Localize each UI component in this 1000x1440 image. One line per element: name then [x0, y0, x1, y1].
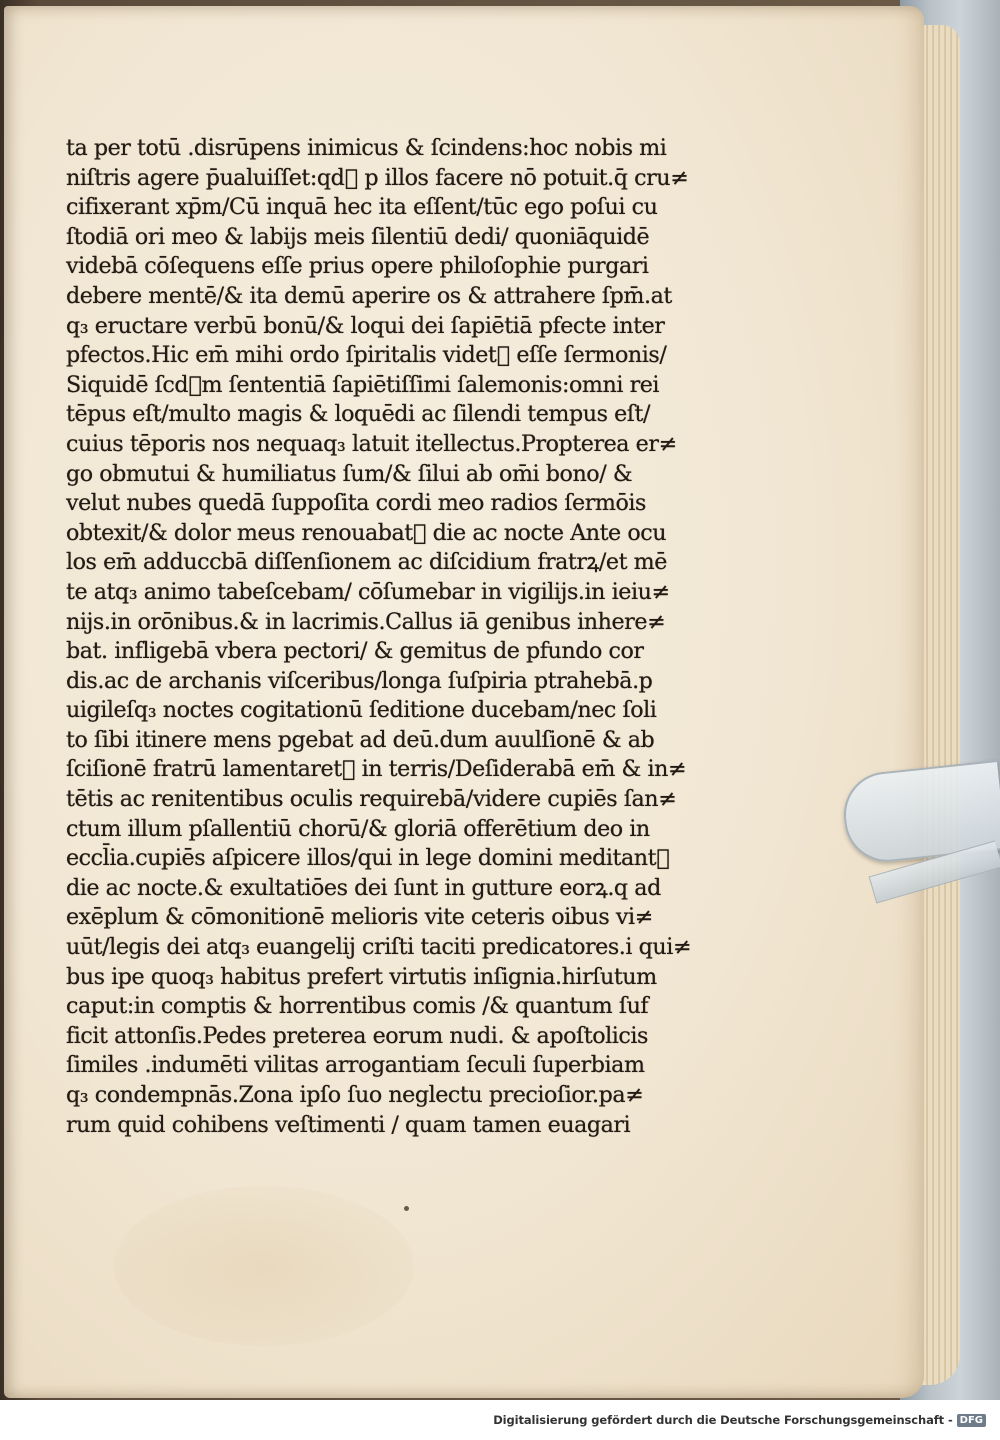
text-line: exēplum & cōmonitionē melioris vite ceteris oibus vi≠ — [66, 904, 653, 931]
text-line: pfectos.Hic em̄ mihi ordo ſpiritalis videt᷑ eſſe ſermonis/ — [66, 342, 667, 369]
text-line: go obmutui & humiliatus ſum/& ſilui ab om̄i bono/ & — [66, 460, 633, 487]
text-line: cuius tēporis nos nequaq₃ latuit itellectus.Propterea er≠ — [66, 430, 677, 457]
text-line: tētis ac renitentibus oculis requirebā/videre cupiēs ſan≠ — [66, 786, 677, 813]
text-line: eccl̄ia.cupiēs aſpicere illos/qui in lege domini meditant᷑ — [66, 845, 670, 872]
text-line: caput:in comptis & horrentibus comis /& quantum ſuf — [66, 993, 649, 1020]
text-line: ſimiles .indumēti vilitas arrogantiam ſeculi ſuperbiam — [66, 1052, 645, 1079]
text-line: uūt/legis dei atq₃ euangelij criſti taciti predicatores.i qui≠ — [66, 934, 692, 961]
text-line: ficit attonſis.Pedes preterea eorum nudi. & apoſtolicis — [66, 1022, 648, 1049]
dfg-logo-icon: DFG — [957, 1414, 986, 1427]
footer-bar — [0, 1400, 1000, 1440]
text-line: q₃ condempnās.Zona ipſo ſuo neglectu precioſior.pa≠ — [66, 1082, 644, 1108]
book-page — [4, 6, 924, 1398]
text-line: obtexit/& dolor meus renouabat᷑ die ac nocte Ante ocu — [66, 519, 667, 546]
text-line: niſtris agere p̄ualuiſſet:qd᷑ p illos facere nō potuit.q̄ cru≠ — [66, 164, 689, 191]
text-line: velut nubes quedā ſuppoſita cordi meo radios ſermōis — [66, 490, 646, 517]
text-line: bus ipe quoq₃ habitus prefert virtutis inſignia.hirſutum — [66, 963, 657, 990]
text-line: dis.ac de archanis viſceribus/longa ſuſpiria ptrahebā.p — [66, 667, 653, 694]
paper-stain — [114, 1186, 414, 1346]
text-line: los em̄ adduccbā diſſenſionem ac diſcidium fratrꝝ/et mē — [66, 549, 667, 576]
text-line: Siquidē ſcd᷑m ſententiā ſapiētiſſimi ſalemonis:omni rei — [66, 371, 660, 398]
text-line: nijs.in orōnibus.& in lacrimis.Callus iā genibus inhere≠ — [66, 608, 666, 635]
footer-credit: Digitalisierung gefördert durch die Deutsche Forschungsgemeinschaft - — [493, 1413, 953, 1427]
paper-dot — [404, 1206, 409, 1211]
text-line: ctum illum pſallentiū chorū/& gloriā offerētium deo in — [66, 815, 650, 842]
text-line: videbā cōſequens eſſe prius opere philoſophie purgari — [66, 253, 649, 280]
text-line: cifixerant xp̄m/Cū inquā hec ita eſſent/tūc ego poſui cu — [66, 194, 658, 221]
text-line: ſciſionē fratrū lamentaret᷑ in terris/Deſiderabā em̄ & in≠ — [66, 756, 687, 783]
text-line: ta per totū .disrūpens inimicus & ſcindens:hoc nobis mi — [66, 135, 667, 161]
text-line: ſtodiā ori meo & labijs meis ſilentiū dedi/ quoniāquidē — [66, 223, 650, 250]
text-line: to ſibi itinere mens pgebat ad deū.dum auulſionē & ab — [66, 726, 655, 753]
text-line: tēpus eſt/multo magis & loquēdi ac ſilendi tempus eſt/ — [66, 401, 651, 428]
text-line: q₃ eructare verbū bonū/& loqui dei ſapiētiā pfecte inter — [66, 312, 665, 339]
text-line: die ac nocte.& exultatiōes dei ſunt in gutture eorꝝ.q ad — [66, 874, 661, 901]
text-line: debere mentē/& ita demū aperire os & attrahere ſpm̄.at — [66, 282, 672, 309]
text-line: te atq₃ animo tabeſcebam/ cōſumebar in vigilijs.in ieiu≠ — [66, 578, 670, 605]
text-line: bat. infligebā vbera pectori/ & gemitus de pfundo cor — [66, 638, 644, 665]
text-line: uigileſq₃ noctes cogitationū ſeditione ducebam/nec ſoli — [66, 697, 657, 724]
text-line: rum quid cohibens veſtimenti / quam tamen euagari — [66, 1111, 631, 1138]
text-block — [66, 134, 726, 1140]
